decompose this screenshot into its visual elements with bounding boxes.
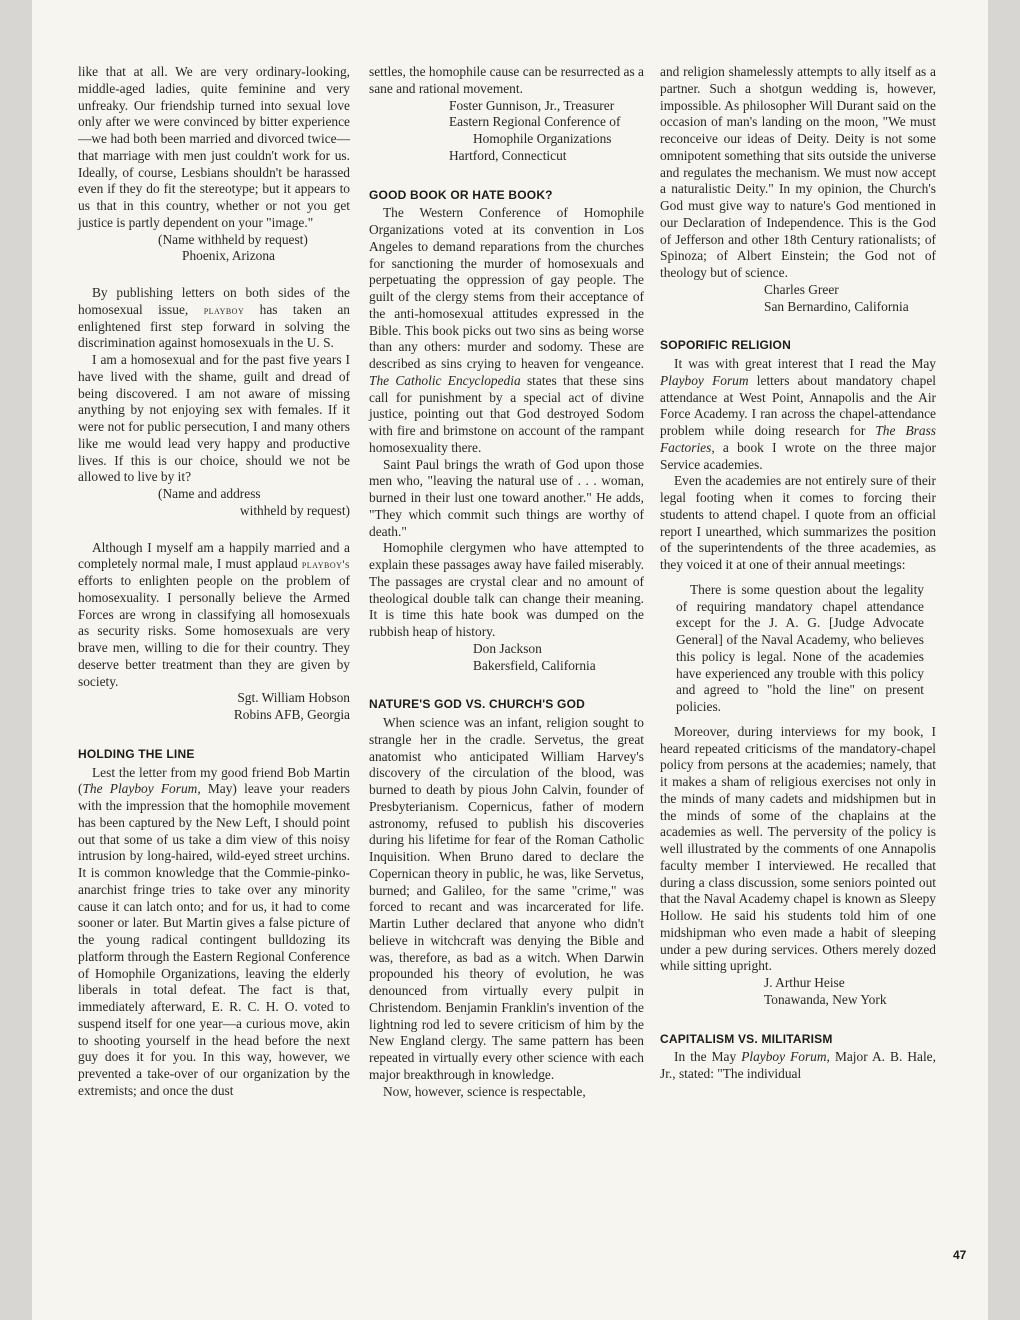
section-heading-soporific-religion: SOPORIFIC RELIGION	[660, 338, 791, 353]
letter-signature: withheld by request)	[239, 502, 350, 518]
letter-paragraph: I am a homosexual and for the past five years I have lived with the shame, guilt and dread of being discovered. I am not aware of missing anything by not enjoying sex with females. If it were not for public persecution, I and many others like me would lead very happy and productive lives. If this is our choice, should we not be allowed to live by it?	[78, 352, 350, 485]
letter-signature: Foster Gunnison, Jr., Treasurer	[449, 97, 615, 113]
letter-signature: Homophile Organizations	[473, 131, 612, 146]
playboy-wordmark: playboy	[203, 302, 245, 317]
letter-paragraph: The Western Conference of Homophile Organizations voted at its convention in Los Angeles to demand reparations from the churches for sanctioning the murder of homosexuals and perpetuating the oppression of gay people. The guilt of the clergy stems from their acceptance of the anti-homosexual attitudes expressed in the Bible. This book picks out two sins as being worse than any others: murder and sodomy. These are described as sins crying to heaven for vengeance. The Catholic Encyclopedia states that these sins call for punishment by a special act of divine justice, pointing out that God destroyed Sodom with fire and brimstone on account of the rampant homosexuality there.	[369, 205, 644, 455]
magazine-page	[32, 0, 988, 1320]
column-middle	[369, 64, 644, 1100]
letter-location: Robins AFB, Georgia	[233, 707, 350, 722]
letter-paragraph: Even the academies are not entirely sure of their legal footing when it comes to forcing their students to attend chapel. I quote from an official report I unearthed, which summarizes the position of the superintendents of the three academies, as they voiced it at one of their annual meetings:	[660, 473, 936, 572]
letter-paragraph: When science was an infant, religion sought to strangle her in the cradle. Servetus, the great anatomist who anticipated William Harvey's discovery of the circulation of the blood, was burned to death by pious John Calvin, founder of Presbyterianism. Copernicus, father of modern astronomy, refused to publish his discoveries during his lifetime for fear of the Roman Catholic Inquisition. When Bruno dared to declare the Copernican theory in public, he was, like Servetus, burned; and Galileo, for the same "crime," was forced to recant and was incarcerated for life. Martin Luther declared that anyone who didn't believe in witchcraft was denying the Bible and was, therefore, as bad as a witch. When Darwin propounded his theory of evolution, he was denounced from virtually every pulpit in Christendom. Benjamin Franklin's invention of the lightning rod led to severe criticism of him by the New England clergy. The same pattern has been repeated in virtually every other science with each major breakthrough in knowledge.	[369, 715, 644, 1082]
letter-location: Bakersfield, California	[473, 657, 596, 673]
letter-paragraph: Now, however, science is respectable,	[383, 1083, 586, 1099]
page-number: 47	[953, 1248, 967, 1262]
letter-location: San Bernardino, California	[764, 298, 909, 314]
letter-signature: (Name and address	[158, 486, 261, 501]
letter-paragraph: Moreover, during interviews for my book, I heard repeated criticisms of the mandatory-chapel policy from persons at the academies; namely, that it makes a sham of religious exercises not only in the minds of many cadets and midshipmen but in the minds of some of the chaplains at the academies as well. The perversity of the policy is well illustrated by the comments of one Annapolis faculty member I interviewed. He recalled that during a class discussion, some seniors pointed out that the Naval Academy chapel is known as Sleepy Hollow. He said his students told him of one midshipman who even made a habit of sleeping under a pew during services. Others merely dozed while sitting upright.	[660, 723, 936, 974]
letter-paragraph: and religion shamelessly attempts to ally itself as a partner. Such a shotgun wedding is, however, impossible. As philosopher Will Durant said on the occasion of man's landing on the moon, "We must reconceive our ideas of Deity. Deity is not some omnipotent something that sits outside the universe and regulates the mechanism. We must now accept a naturalistic Deity." In my opinion, the Church's God must give way to nature's God mentioned in our Declaration of Independence. This is the God of Jefferson and other 18th Century rationalists; of Spinoza; of Albert Einstein; the God not of theology but of science.	[660, 64, 936, 280]
column-left	[78, 64, 350, 1100]
letter-signature: Charles Greer	[764, 281, 839, 297]
letter-paragraph: Homophile clergymen who have attempted to explain these passages away have failed miserably. The passages are crystal clear and no amount of theological double talk can change their meaning. It is time this hate book was dumped on the rubbish heap of history.	[369, 540, 644, 639]
section-heading-capitalism: CAPITALISM VS. MILITARISM	[660, 1031, 833, 1046]
letter-location: Tonawanda, New York	[764, 991, 887, 1007]
section-heading-holding-the-line: HOLDING THE LINE	[78, 746, 195, 761]
letter-signature: (Name withheld by request)	[158, 231, 308, 247]
letter-paragraph: By publishing letters on both sides of the homosexual issue, playboy has taken an enlightened first step forward in solving the discrimination against homosexuals in the U. S.	[78, 285, 350, 351]
letter-paragraph: Saint Paul brings the wrath of God upon those men who, "leaving the natural use of . . . woman, burned in their lust one toward another." He adds, "They which commit such things are worthy of death."	[369, 456, 644, 539]
letter-paragraph: settles, the homophile cause can be resurrected as a sane and rational movement.	[369, 64, 644, 96]
letter-signature: Sgt. William Hobson	[237, 690, 350, 706]
letter-paragraph: In the May Playboy Forum, Major A. B. Hale, Jr., stated: "The individual	[660, 1049, 936, 1081]
letter-paragraph: like that at all. We are very ordinary-looking, middle-aged ladies, quite feminine and very unfreaky. Our friendship turned into sexual love only after we were convinced by bitter experience—we had both been married and divorced twice—that marriage with men just couldn't work for us. Ideally, of course, Lesbians shouldn't be harassed even if they do fit the stereotype; but it appears to us that in this country, whether or not you get justice is partly dependent on your "image."	[78, 64, 350, 230]
playboy-wordmark: playboy's	[301, 557, 350, 572]
quoted-report: There is some question about the legality of requiring mandatory chapel attendance except for the J. A. G. [Judge Advocate General] of the Naval Academy, who believes this policy is legal. None of the academies have experienced any trouble with this policy and agreed to "hold the line" on present policies.	[676, 581, 924, 714]
column-right	[660, 64, 936, 1083]
section-heading-natures-god: NATURE'S GOD VS. CHURCH'S GOD	[369, 697, 585, 712]
letter-location: Hartford, Connecticut	[449, 147, 567, 163]
section-heading-good-book: GOOD BOOK OR HATE BOOK?	[369, 187, 553, 202]
letter-location: Phoenix, Arizona	[182, 248, 275, 264]
letter-paragraph: Lest the letter from my good friend Bob Martin (The Playboy Forum, May) leave your readers with the impression that the homophile movement has been captured by the New Left, I should point out that some of us take a dim view of this noisy intrusion by long-haired, wild-eyed street urchins. It is common knowledge that the Commie-pinko-anarchist fringe tries to take over any minority cause it can latch onto; and for us, it had to come sooner or later. But Martin gives a false picture of the young radical contingent bulldozing its platform through the Eastern Regional Conference of Homophile Organizations, leaving the elderly liberals in total defeat. The fact is that, immediately afterward, E. R. C. H. O. voted to suspend itself for one year—a curious move, akin to shooting yourself in the head before the next guy does it for you. In this way, however, we prevented a take-over of our organization by the extremists; and once the dust	[78, 764, 351, 1098]
letter-paragraph: It was with great interest that I read the May Playboy Forum letters about mandatory chapel attendance at West Point, Annapolis and the Air Force Academy. I ran across the chapel-attendance problem while doing research for The Brass Factories, a book I wrote on the three major Service academies.	[660, 356, 936, 472]
letter-signature: Don Jackson	[473, 640, 542, 656]
letter-paragraph: Although I myself am a happily married and a completely normal male, I must applaud playboy's efforts to enlighten people on the problem of homosexuality. I personally believe the Armed Forces are wrong in classifying all homosexuals as security risks. Some homosexuals are very brave men, willing to die for their country. They deserve better treatment than they are given by society.	[78, 539, 350, 689]
letter-signature: Eastern Regional Conference of	[449, 114, 621, 130]
letter-signature: J. Arthur Heise	[764, 975, 845, 990]
